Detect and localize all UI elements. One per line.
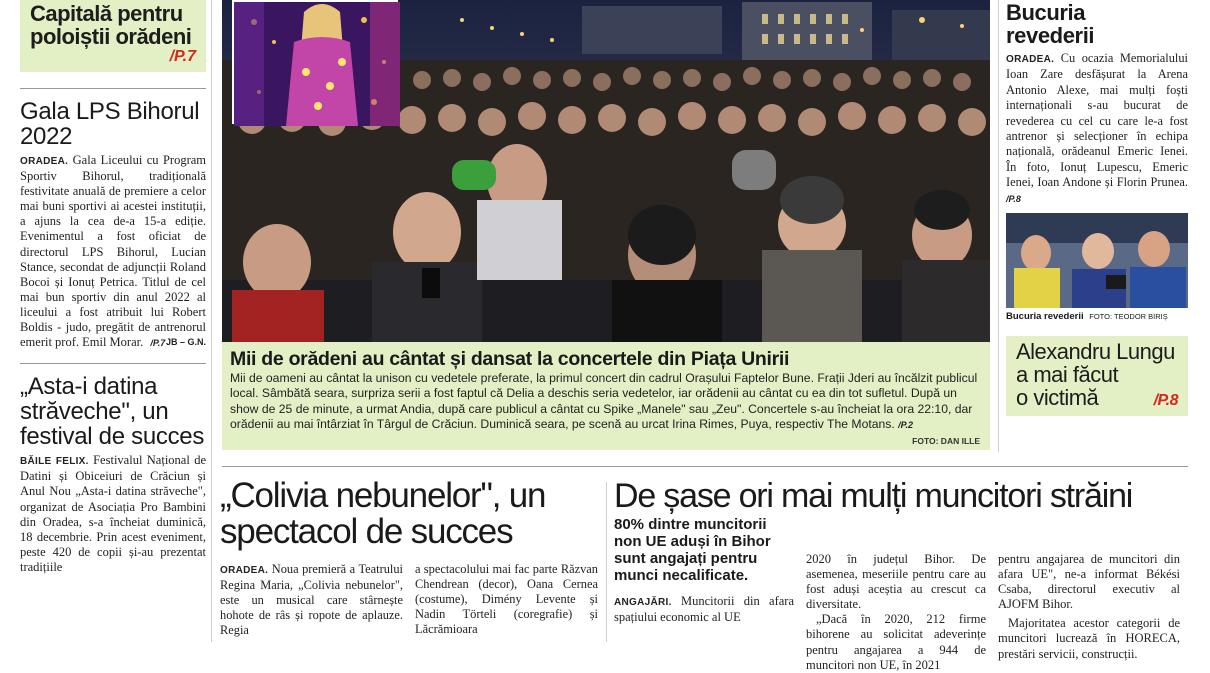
teaser-polo-line1: Capitală pentru (30, 1, 183, 26)
gala-signature: JB – G.N. (165, 337, 206, 348)
muncitori-col2-p1: 2020 în județul Bihor. De asemenea, meseriile pentru care au fost aduși aceștia au crescut ca diversitate. (806, 552, 986, 612)
colivia-headline-line2: spectacol de succes (220, 512, 513, 551)
muncitori-col3-p1: pentru angajarea de muncitori din afara UE", ne-a informat Békési Csaba, directorul executiv al AJOFM Bihor. (998, 552, 1180, 612)
teaser-lungu[interactable] (1006, 336, 1188, 416)
muncitori-col1 (614, 516, 794, 673)
colivia-headline-line1: „Colivia nebunelor", un (220, 476, 546, 515)
hero-photo-credit: FOTO: DAN ILLE (912, 436, 980, 446)
datina-body (20, 453, 206, 575)
divider (20, 88, 206, 89)
hero-headline[interactable]: Mii de orădeni au cântat și dansat la concertele din Piața Unirii (230, 348, 790, 370)
hero-caption-text (230, 371, 982, 433)
revederii-photo-caption (1006, 311, 1188, 322)
muncitori-col1-text: Muncitorii din afara spațiului economic al UE (614, 594, 794, 625)
colivia-col2: a spectacolului mai fac parte Răzvan Chendrean (decor), Oana Cernea (costume), Dimény Levente și Nadin Törteli (coregrafie) și Lăcrămioara (415, 562, 598, 637)
teaser-polo-page[interactable]: /P.7 (169, 48, 196, 65)
inset-photo-delia[interactable] (232, 0, 398, 124)
gala-headline (20, 99, 206, 149)
teaser-polo-line2: poloiștii orădeni (30, 24, 192, 49)
teaser-lungu-title (1016, 340, 1178, 412)
colivia-columns (220, 562, 598, 638)
revederii-body (1006, 51, 1188, 207)
revederii-headline-line1: Bucuria (1006, 0, 1086, 25)
divider (222, 466, 1188, 467)
muncitori-headline: De șase ori mai mulți muncitori străini (614, 477, 1133, 515)
column-separator (606, 482, 607, 642)
column-separator (211, 0, 212, 642)
muncitori-col1-body (614, 594, 794, 625)
muncitori-kicker: ANGAJĂRI. (614, 597, 672, 608)
colivia-kicker: ORADEA. (220, 565, 269, 576)
muncitori-columns (614, 516, 1188, 673)
muncitori-subhead: 80% dintre muncitorii non UE aduși în Bihor sunt angajați pentru munci necalificate. (614, 516, 771, 584)
story-muncitori[interactable] (614, 478, 1188, 673)
teaser-lungu-last-row (1016, 386, 1178, 412)
datina-body-text: Festivalul Național de Datini și Obiceiuri de Crăciun și Anul Nou „Asta-i datina străveche", organizat de Asociația Pro Bambini din Oradea, s-a încheiat duminică, 18 decembrie. Prin acest eveniment, peste 420 de copii și-au prezentat tradițiile (20, 453, 206, 574)
column-separator (998, 0, 999, 452)
story-gala[interactable] (20, 99, 206, 351)
revederii-photo-caption-text: Bucuria revederii (1006, 311, 1084, 323)
gala-body-text: Gala Liceului cu Program Sportiv Bihorul, tradițională festivitate anuală de premiere a celor mai buni sportivi ai acestei instituții, a ajuns la cea de-a 15-a ediție. Evenimentul a fost oficiat de directorul LPS Bihorul, Lucian Stance, secondat de adjuncții Roland Bocoi și Ionuț Petrica. Titlul de cel mai bun sportiv din anul 2022 al liceului a fost atribuit lui Robert Boldis - judo, pregătit de antrenorul emerit prof. Emil Morar. (20, 153, 206, 350)
story-colivia[interactable] (220, 478, 598, 638)
teaser-lungu-line2: a mai făcut (1016, 362, 1119, 388)
revederii-body-text: Cu ocazia Memorialului Ioan Zare desfășurat la Arena Antonio Alexe, mai mulți foști internaționali s-au bucurat de revederea cu cel cu care le-a fost antrenor și selecționer în echipa națională, orădeanul Emeric Ienei. În foto, Ionuț Lupescu, Emeric Ienei, Ioan Andone și Florin Prunea. (1006, 51, 1188, 190)
hero-caption-body: Mii de oameni au cântat la unison cu vedetele preferate, la primul concert din cadrul Orașului Faptelor Bune. Frații Jderi au încălzit publicul local. Sâmbătă seara, surpriza serii a fost faptul că Delia a deschis seria vedetelor, iar orădenii au cântat cu ea din tot sufletul. După un show de 25 de minute, a urmat Andia, după care publicul a cântat cu Spike „Manele" sau „Zeu". Concertele s-au încheiat la ora 22:10, dar orădenii au mai întârziat în Târgul de Crăciun. Duminică seara, pe scenă au urcat Irina Rimes, Puya, respectiv The Motans. (230, 371, 978, 431)
gala-page[interactable]: /P.7 (150, 338, 166, 349)
hero-page[interactable]: /P.2 (898, 419, 914, 430)
datina-kicker: BĂILE FELIX. (20, 456, 89, 468)
revederii-headline-line2: revederii (1006, 23, 1095, 48)
datina-headline (20, 374, 206, 449)
gala-kicker: ORADEA. (20, 156, 69, 167)
teaser-lungu-line3: o victimă (1016, 385, 1099, 411)
teaser-lungu-page[interactable]: /P.8 (1153, 392, 1178, 410)
muncitori-col2 (806, 516, 986, 673)
colivia-col1 (220, 562, 403, 638)
divider (20, 363, 206, 364)
colivia-headline (220, 478, 598, 550)
muncitori-col3-p2: Majoritatea acestor categorii de muncitori lucrează în HORECA, prestări servicii, construcții. (998, 616, 1180, 661)
colivia-col1-text: Noua premieră a Teatrului Regina Maria, „Colivia nebunelor", este un musical care stârnește hohote de râs și ropote de aplauze. Regia (220, 562, 403, 638)
gala-body (20, 153, 206, 351)
left-column (20, 0, 206, 575)
teaser-lungu-line1: Alexandru Lungu (1016, 339, 1175, 365)
muncitori-col3 (998, 516, 1180, 673)
datina-headline-line3: festival de succes (20, 423, 205, 451)
football-legends-image (1006, 213, 1188, 308)
datina-headline-line2: străveche", un (20, 398, 169, 426)
gala-headline-line1: Gala LPS Bihorul (20, 98, 200, 125)
gala-headline-line2: 2022 (20, 123, 73, 150)
teaser-polo-title (30, 2, 196, 48)
revederii-page[interactable]: /P.8 (1006, 193, 1021, 204)
right-column (1006, 0, 1188, 416)
singer-on-stage-image (234, 2, 400, 126)
revederii-headline[interactable] (1006, 1, 1188, 47)
revederii-photo[interactable] (1006, 213, 1188, 308)
teaser-polo[interactable] (20, 0, 206, 72)
story-datina[interactable] (20, 374, 206, 575)
revederii-photo-credit: FOTO: TEODOR BIRIȘ (1089, 312, 1168, 322)
datina-headline-line1: „Asta-i datina (20, 373, 158, 401)
revederii-kicker: ORADEA. (1006, 54, 1055, 65)
muncitori-col2-p2: „Dacă în 2020, 212 firme bihorene au solicitat adeverințe pentru angajarea a 944 de muncitori non UE, în 2021 (806, 612, 986, 672)
hero-caption (222, 342, 990, 450)
